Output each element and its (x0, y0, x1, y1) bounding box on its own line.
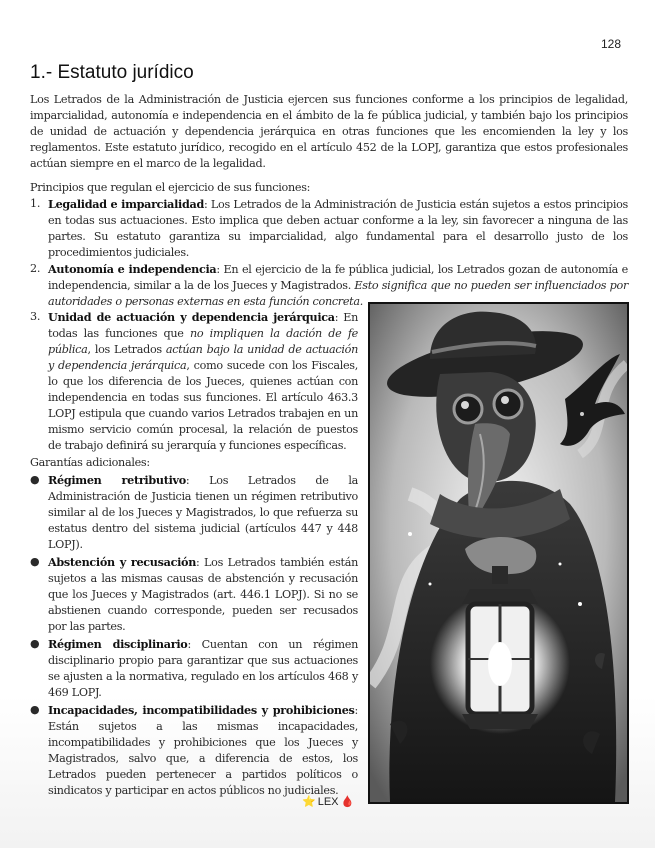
item-text: : Cuentan con un régimen disciplinario propio para garantizar que sus actuaciones se ajusten a la normativa, regulado en los artículos 468 y 469 LOPJ. (48, 638, 358, 699)
list-number: 2. (30, 262, 41, 275)
term-abstencion: Abstención y recusación (48, 555, 197, 569)
page-number: 128 (601, 37, 622, 51)
term-autonomia: Autonomía e independencia (48, 262, 217, 276)
bullet-icon: ● (30, 473, 40, 486)
bullet-icon: ● (30, 637, 40, 650)
item-text: : En todas las funciones que (48, 311, 358, 340)
bullet-icon: ● (30, 555, 40, 568)
item-italic-text: actúan bajo la unidad de actuación y dependencia jerárquica (48, 343, 358, 372)
principios-list-continued (30, 309, 358, 454)
blood-drop-icon: 🩸 (340, 796, 355, 808)
term-retributivo: Régimen retributivo (48, 473, 186, 487)
list-item (30, 309, 358, 454)
item-text: : Los Letrados también están sujetos a las mismas causas de abstención y recusación que los Jueces y Magistrados (art. 446.1 LOPJ). Si no se abstienen cuando corresponde, pueden ser recusados por las partes. (48, 556, 358, 633)
item-text: : Los Letrados de la Administración de Justicia tienen un régimen retributivo similar al de los Jueces y Magistrados, lo que refuerza su estatus dentro del sistema judicial (artículos 447 y 448 LOPJ). (48, 474, 358, 551)
bullet-icon: ● (30, 703, 40, 716)
section-title: 1.- Estatuto jurídico (30, 62, 194, 83)
item-italic-text: no impliquen la dación de fe pública (48, 327, 358, 356)
plague-doctor-icon (370, 304, 627, 802)
item-text: : En el ejercicio de la fe pública judicial, los Letrados gozan de autonomía e independencia, similar a la de los Jueces y Magistrados. (48, 263, 628, 292)
lex-logo (302, 795, 354, 808)
list-item (30, 702, 358, 799)
term-incapacidades: Incapacidades, incompatibilidades y prohibiciones (48, 703, 355, 717)
list-number: 1. (30, 197, 41, 210)
term-disciplinario: Régimen disciplinario (48, 637, 188, 651)
intro-paragraph: Los Letrados de la Administración de Justicia ejercen sus funciones conforme a los principios de legalidad, imparcialidad, autonomía e independencia en el ámbito de la fe pública judicial, y también bajo los principios de unidad de actuación y dependencia jerárquica en otras funciones que les encomienden la ley y los reglamentos. Este estatuto jurídico, recogido en el artículo 452 de la LOPJ, garantiza que estos profesionales actúan siempre en el marco de la legalidad. (30, 93, 628, 170)
plague-doctor-illustration (368, 302, 629, 804)
star-icon: ⭐ (302, 796, 316, 808)
list-number: 3. (30, 310, 41, 323)
item-text: : Los Letrados de la Administración de Justicia están sujetos a estos principios en todas sus actuaciones. Esto implica que deben actuar conforme a la ley, sin favorecer a ninguna de las partes. Su estatuto garantiza su imparcialidad, algo fundamental para el desarrollo justo de los procedimientos judiciales. (48, 198, 628, 259)
garantias-list (30, 472, 358, 800)
list-item (30, 636, 358, 701)
item-italic-text: Esto significa que no pueden ser influenciados por autoridades o personas externas en esta función concreta. (48, 279, 628, 308)
list-item (30, 554, 358, 635)
list-item (30, 472, 358, 553)
principios-heading: Principios que regulan el ejercicio de sus funciones: (30, 181, 311, 194)
term-legalidad: Legalidad e imparcialidad (48, 197, 204, 211)
brand-label: LEX (317, 795, 339, 808)
item-text: , los Letrados (87, 343, 166, 356)
list-item (30, 196, 628, 261)
item-text: : Están sujetos a las mismas incapacidades, incompatibilidades y prohibiciones que los Jueces y Magistrados, salvo que, a diferencia de estos, los Letrados pueden pertenecer a partidos políticos o sindicatos y participar en actos públicos no judiciales. (48, 704, 358, 797)
garantias-heading: Garantías adicionales: (30, 456, 150, 469)
principios-list (30, 196, 628, 310)
term-unidad: Unidad de actuación y dependencia jerárquica (48, 310, 335, 324)
item-text: , como sucede con los Fiscales, lo que los diferencia de los Jueces, quienes actúan con independencia en todas sus funciones. El artículo 463.3 LOPJ estipula que cuando varios Letrados trabajen en un mismo servicio común procesal, la relación de puestos de trabajo definirá su jerarquía y funciones específicas. (48, 359, 359, 452)
